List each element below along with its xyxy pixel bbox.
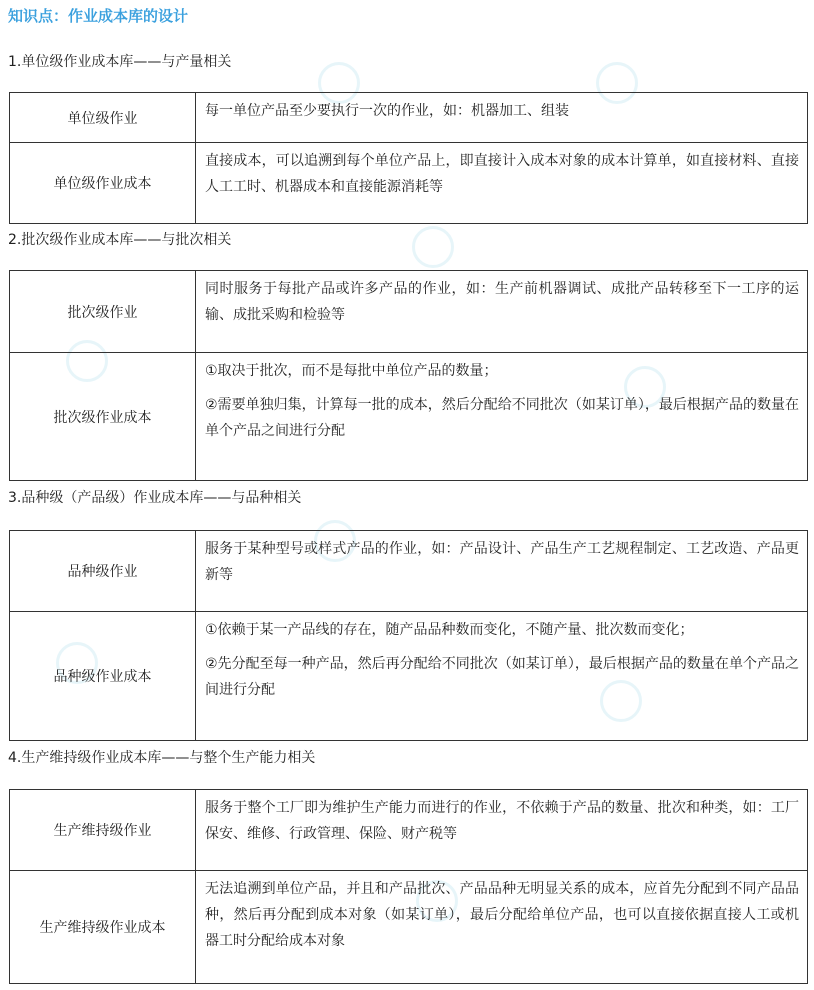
row-label: 生产维持级作业成本 [10, 871, 196, 984]
section-heading: 2.批次级作业成本库——与批次相关 [8, 232, 232, 248]
description-paragraph: 无法追溯到单位产品，并且和产品批次、产品品种无明显关系的成本，应首先分配到不同产品品种，然后再分配到成本对象（如某订单），最后分配给单位产品，也可以直接依据直接人工或机器工时分配给成本对象 [205, 881, 799, 949]
row-label: 生产维持级作业 [10, 790, 196, 871]
row-label: 批次级作业成本 [10, 353, 196, 481]
row-label: 单位级作业成本 [10, 143, 196, 224]
table-row [10, 143, 808, 224]
row-description [196, 531, 808, 612]
row-label: 品种级作业 [10, 531, 196, 612]
row-label: 单位级作业 [10, 93, 196, 143]
description-paragraph: ①取决于批次，而不是每批中单位产品的数量； [205, 363, 498, 379]
row-description [196, 271, 808, 353]
section-table [9, 789, 808, 984]
section-heading: 3.品种级（产品级）作业成本库——与品种相关 [8, 490, 302, 506]
table-row [10, 871, 808, 984]
watermark-logo [412, 226, 454, 268]
row-description [196, 871, 808, 984]
row-label: 批次级作业 [10, 271, 196, 353]
description-paragraph: ②先分配至每一种产品，然后再分配给不同批次（如某订单），最后根据产品的数量在单个产品之间进行分配 [205, 656, 799, 698]
table-row [10, 93, 808, 143]
description-paragraph: 每一单位产品至少要执行一次的作业，如：机器加工、组装 [205, 103, 569, 119]
row-label: 品种级作业成本 [10, 612, 196, 741]
description-paragraph: 服务于某种型号或样式产品的作业，如：产品设计、产品生产工艺规程制定、工艺改造、产品更新等 [205, 541, 799, 583]
description-paragraph: ②需要单独归集，计算每一批的成本，然后分配给不同批次（如某订单），最后根据产品的数量在单个产品之间进行分配 [205, 397, 799, 439]
section-table [9, 530, 808, 741]
table-row [10, 612, 808, 741]
table-row [10, 531, 808, 612]
table-row [10, 790, 808, 871]
row-description [196, 790, 808, 871]
section-table [9, 92, 808, 224]
row-description [196, 612, 808, 741]
section-heading: 4.生产维持级作业成本库——与整个生产能力相关 [8, 750, 316, 766]
row-description [196, 143, 808, 224]
description-paragraph: 同时服务于每批产品或许多产品的作业，如：生产前机器调试、成批产品转移至下一工序的运输、成批采购和检验等 [205, 281, 799, 323]
description-paragraph: ①依赖于某一产品线的存在，随产品品种数而变化，不随产量、批次数而变化； [205, 622, 694, 638]
row-description [196, 353, 808, 481]
section-table [9, 270, 808, 481]
description-paragraph: 服务于整个工厂即为维护生产能力而进行的作业，不依赖于产品的数量、批次和种类，如：工厂保安、维修、行政管理、保险、财产税等 [205, 800, 799, 842]
section-heading: 1.单位级作业成本库——与产量相关 [8, 54, 232, 70]
page-title: 知识点：作业成本库的设计 [8, 7, 189, 25]
description-paragraph: 直接成本，可以追溯到每个单位产品上，即直接计入成本对象的成本计算单，如直接材料、直接人工工时、机器成本和直接能源消耗等 [205, 153, 799, 195]
row-description [196, 93, 808, 143]
table-row [10, 353, 808, 481]
table-row [10, 271, 808, 353]
